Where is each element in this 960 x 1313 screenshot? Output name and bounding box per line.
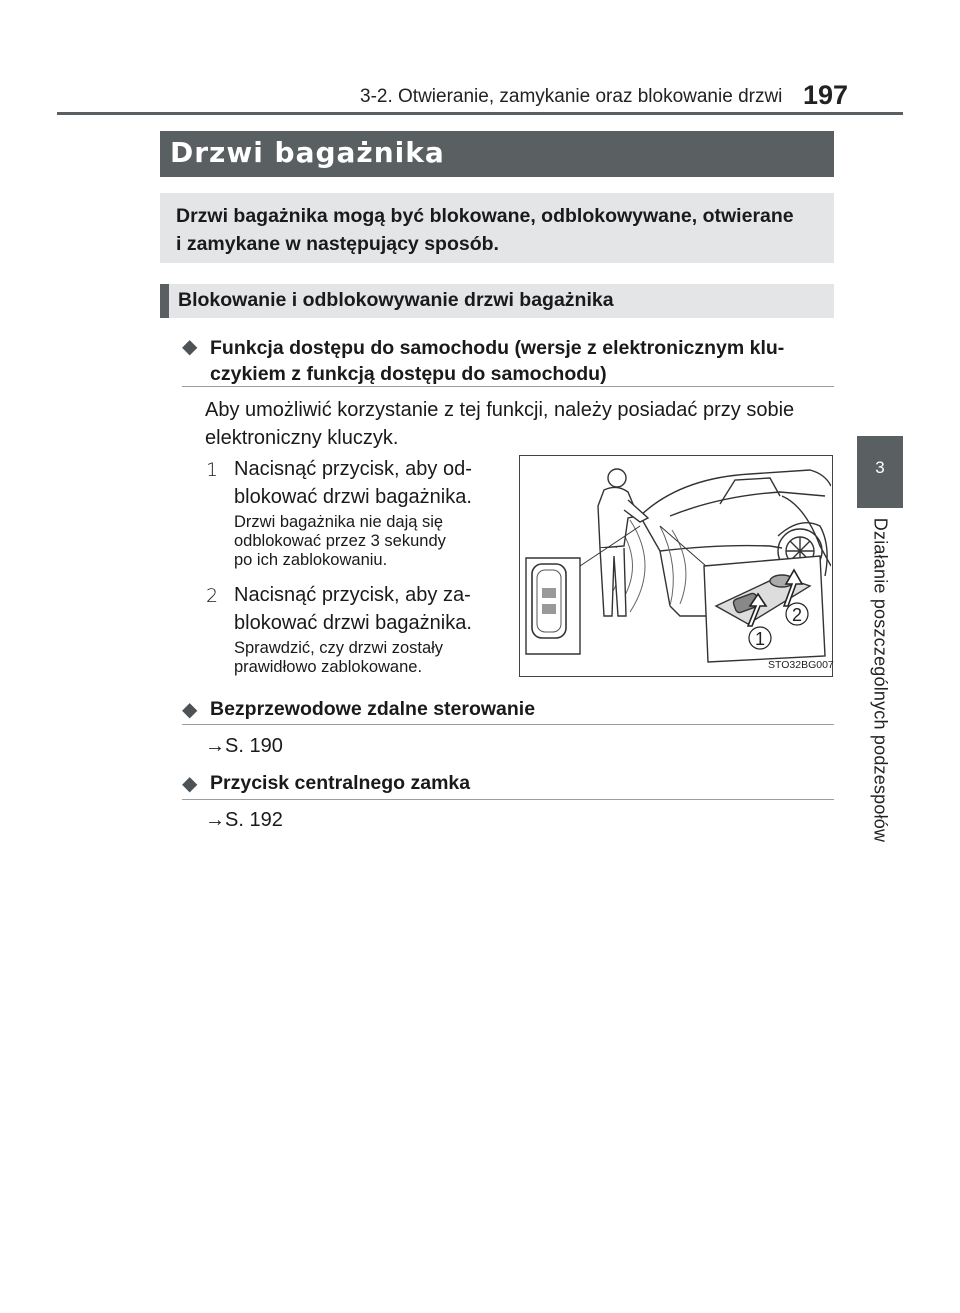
header-rule (57, 112, 903, 115)
step-text (234, 581, 496, 637)
chapter-number: 3 (875, 458, 885, 477)
page-reference (205, 806, 283, 834)
feature-heading-line: czykiem z funkcją dostępu do samochodu) (210, 363, 607, 385)
running-head: 3-2. Otwieranie, zamykanie oraz blokowanie drzwi (360, 86, 783, 107)
step-number: 1 (205, 459, 219, 481)
feature-heading: Przycisk centralnego zamka (210, 772, 471, 794)
subsection-title: Blokowanie i odblokowywanie drzwi bagażnika (178, 289, 614, 311)
person-figure (598, 469, 648, 616)
feature-heading: Bezprzewodowe zdalne sterowanie (210, 698, 536, 720)
heading-rule (182, 386, 834, 387)
page-reference (205, 732, 283, 760)
feature-body (205, 396, 835, 452)
note-line: po ich zablokowaniu. (234, 551, 388, 569)
heading-rule (182, 724, 834, 725)
figure-code: STO32BG007 (768, 659, 834, 671)
feature-heading-line: Funkcja dostępu do samochodu (wersje z elektronicznym klu- (210, 337, 785, 359)
step-note (234, 513, 496, 570)
callout-line (660, 526, 706, 566)
step-note (234, 639, 496, 677)
feature-heading (210, 335, 784, 387)
step-line: Nacisnąć przycisk, aby za- (234, 584, 471, 606)
subsection-accent (160, 284, 169, 318)
note-line: Drzwi bagażnika nie dają się (234, 513, 444, 531)
page-number: 197 (803, 80, 849, 110)
step-text (234, 455, 496, 511)
body-line: elektroniczny kluczyk. (205, 427, 399, 449)
diamond-bullet-icon: ◆ (182, 336, 198, 358)
intro-line: Drzwi bagażnika mogą być blokowane, odblokowywane, otwierane (176, 205, 794, 227)
reference-link[interactable]: S. 192 (225, 809, 283, 831)
step-line: blokować drzwi bagażnika. (234, 612, 472, 634)
note-line: prawidłowo zablokowane. (234, 658, 423, 676)
intro-line: i zamykane w następujący sposób. (176, 233, 499, 255)
heading-rule (182, 799, 834, 800)
reference-link[interactable]: S. 190 (225, 735, 283, 757)
callout-label: 1 (754, 629, 766, 649)
note-line: Sprawdzić, czy drzwi zostały (234, 639, 444, 657)
chapter-title: Działanie poszczególnych podzespołów (870, 517, 891, 843)
body-line: Aby umożliwić korzystanie z tej funkcji, należy posiadać przy sobie (205, 399, 795, 421)
arrow-icon: → (205, 735, 225, 757)
diamond-bullet-icon: ◆ (182, 699, 198, 721)
illustration-frame (519, 455, 833, 677)
key-fob-icon (532, 564, 566, 638)
callout-label: 2 (791, 605, 803, 625)
arrow-icon: → (205, 809, 225, 831)
step-number: 2 (205, 585, 219, 607)
intro-text (176, 202, 826, 258)
step-line: blokować drzwi bagażnika. (234, 486, 472, 508)
diamond-bullet-icon: ◆ (182, 773, 198, 795)
section-title: Drzwi bagażnika (170, 136, 445, 169)
tailgate-illustration (520, 456, 831, 675)
note-line: odblokować przez 3 sekundy (234, 532, 446, 550)
step-line: Nacisnąć przycisk, aby od- (234, 458, 472, 480)
